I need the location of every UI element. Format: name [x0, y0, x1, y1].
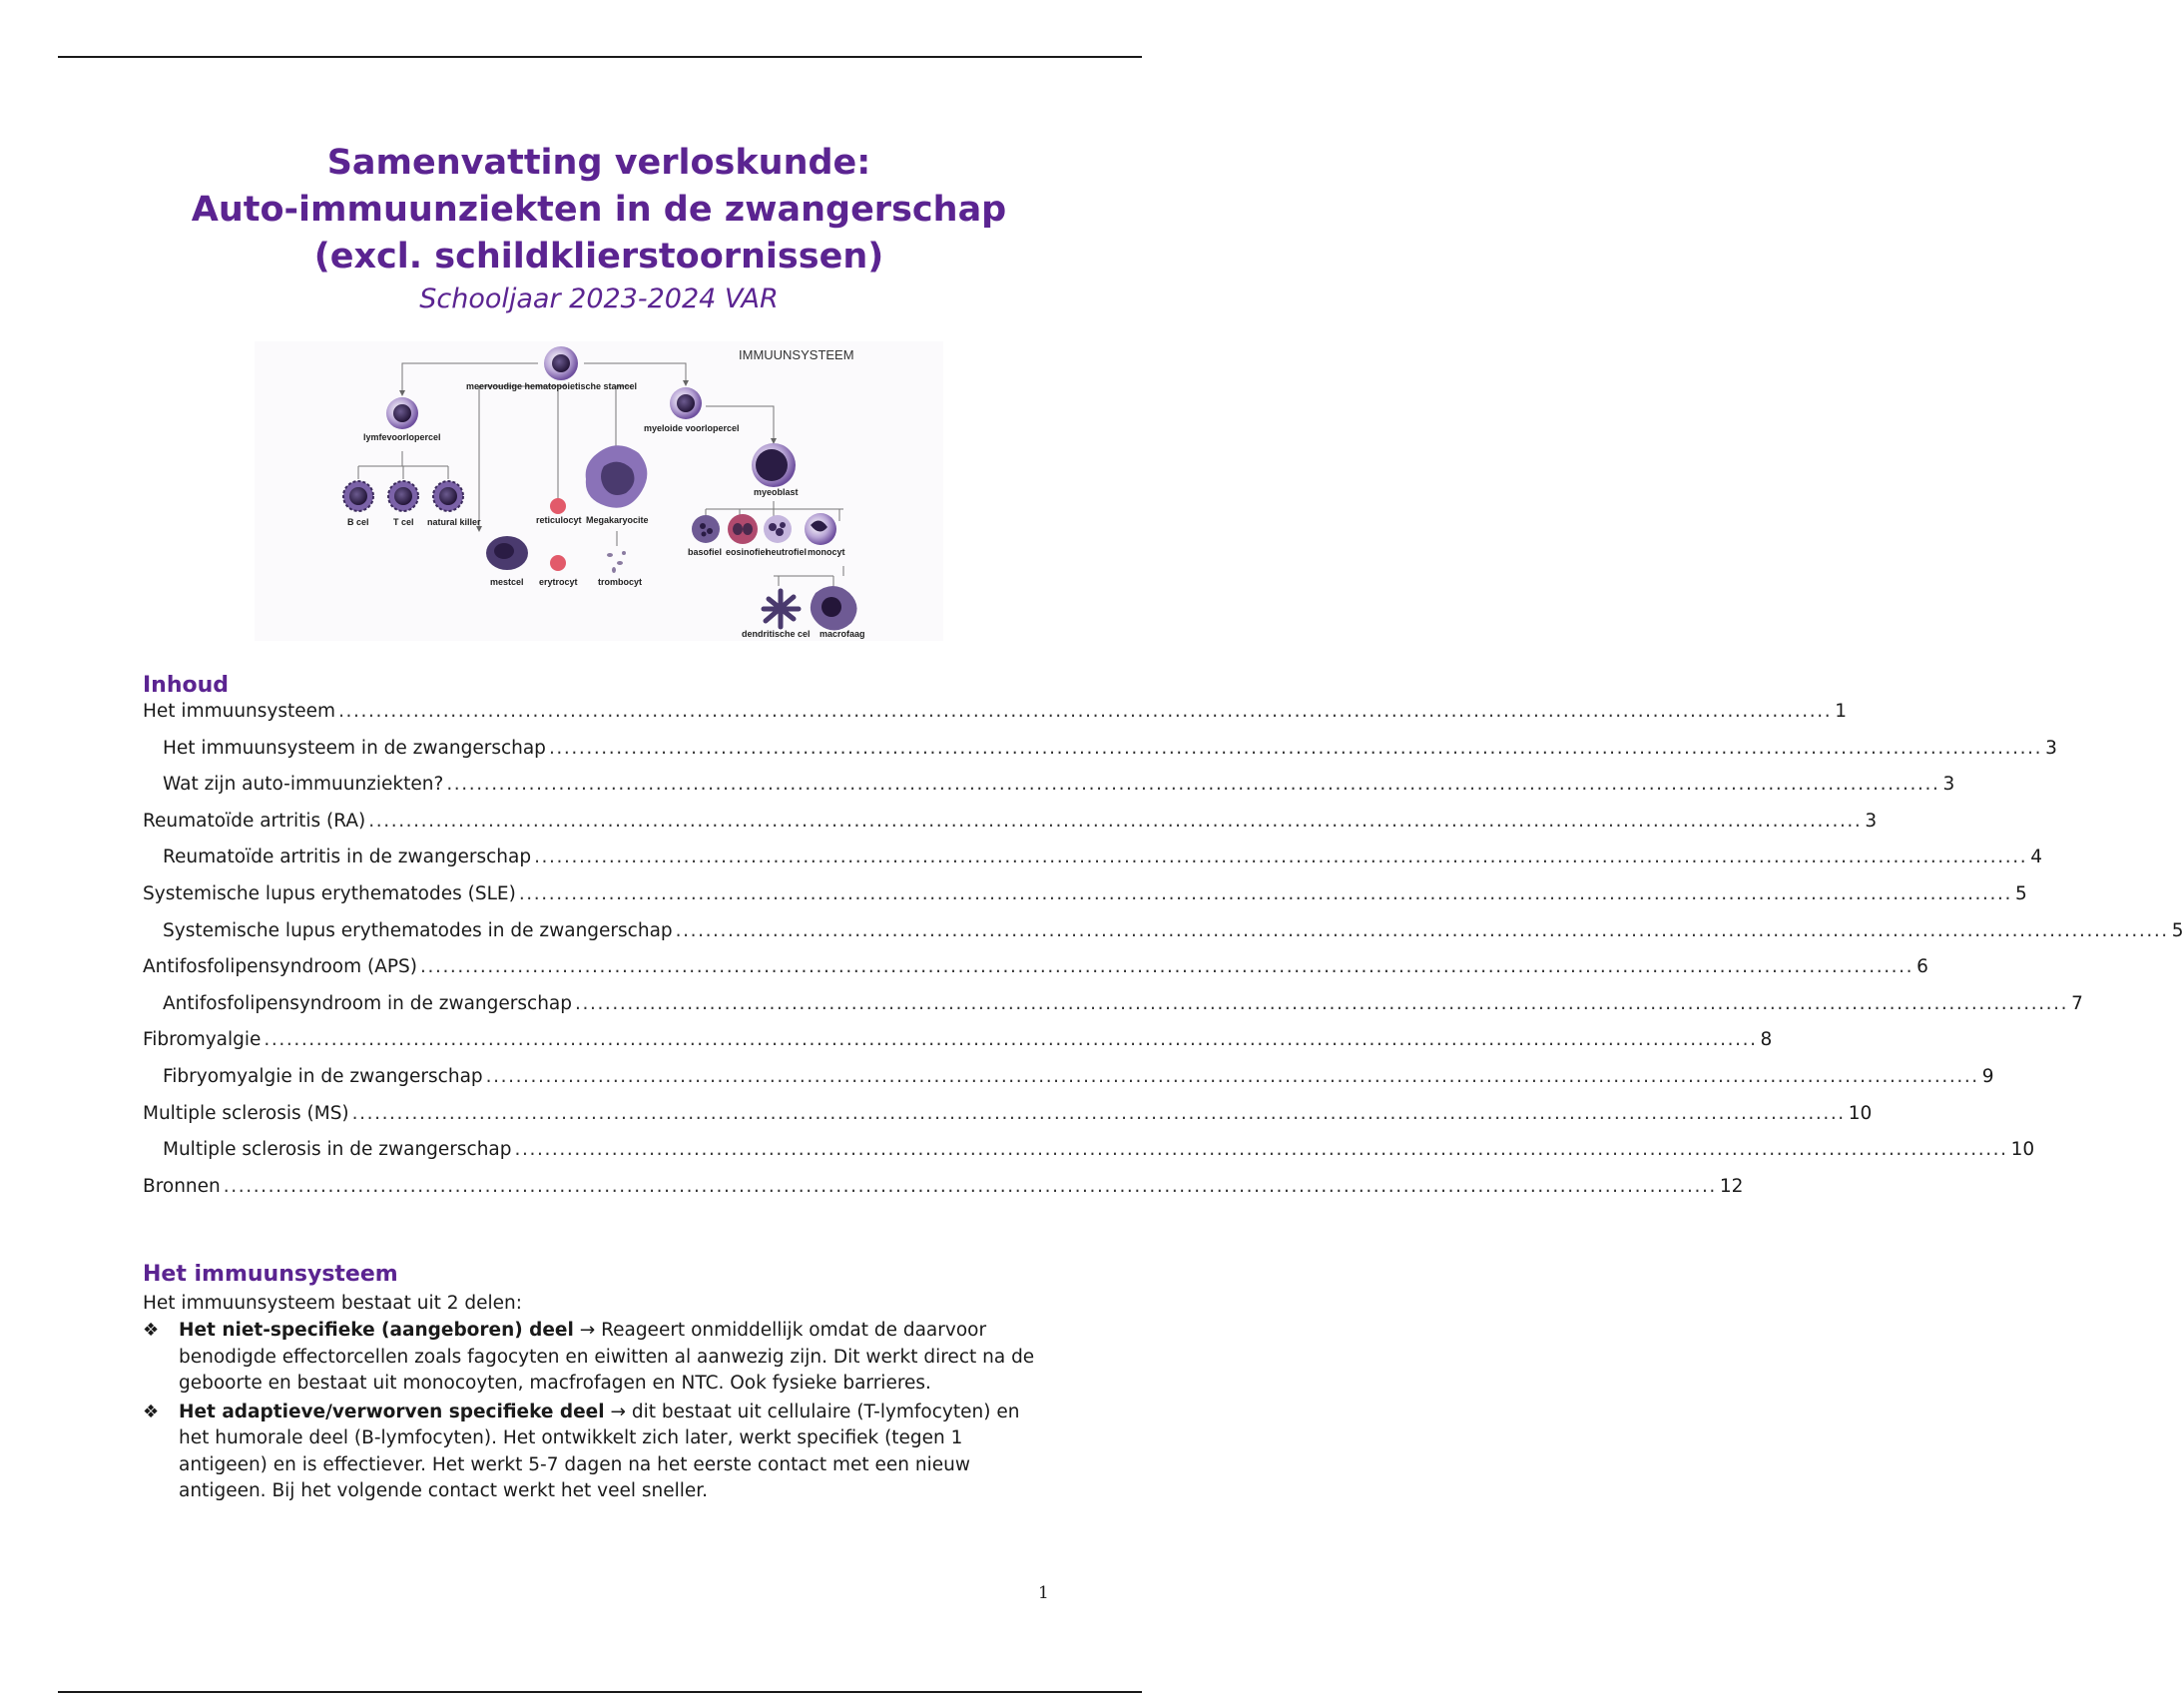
myeloid-progenitor-label: myeloide voorlopercel	[644, 423, 740, 433]
mast-cell-label: mestcel	[490, 577, 524, 587]
bullet-bold-term: Het niet-specifieke (aangeboren) deel	[179, 1320, 574, 1341]
toc-leader-dots: ........................................................................................................................................................................................................	[485, 1065, 1979, 1087]
toc-entry[interactable]	[143, 949, 1928, 986]
toc-leader-dots: ........................................................................................................................................................................................................	[351, 1102, 1846, 1124]
toc-leader-dots: ........................................................................................................................................................................................................	[548, 737, 2043, 759]
toc-leader-dots: ........................................................................................................................................................................................................	[446, 774, 1940, 796]
toc-entry-page: 5	[2014, 882, 2027, 904]
toc-entry-page: 3	[1942, 774, 1955, 796]
mast-cell	[486, 536, 528, 570]
toc-entry-page: 8	[1760, 1029, 1773, 1051]
b-cell-label: B cel	[347, 517, 369, 527]
toc-leader-dots: ........................................................................................................................................................................................................	[675, 919, 2169, 941]
document-title-line-2: Auto-immuunziekten in de zwangerschap	[191, 190, 1007, 230]
toc-entry-label: Multiple sclerosis (MS)	[143, 1102, 349, 1124]
toc-leader-dots: ........................................................................................................................................................................................................	[264, 1029, 1758, 1051]
toc-entry-label: Reumatoïde artritis in de zwangerschap	[163, 847, 532, 868]
document-title-line-3: (excl. schildklierstoornissen)	[313, 237, 884, 277]
toc-entry[interactable]	[143, 876, 2027, 913]
toc-entry[interactable]	[143, 1169, 1744, 1206]
toc-leader-dots: ........................................................................................................................................................................................................	[223, 1175, 1717, 1197]
toc-entry[interactable]	[143, 986, 2083, 1023]
figure-title: IMMUUNSYSTEEM	[739, 347, 854, 362]
toc-leader-dots: ........................................................................................................................................................................................................	[368, 810, 1863, 832]
thrombocyte-label: trombocyt	[598, 577, 643, 587]
toc-entry-page: 3	[1865, 810, 1878, 832]
toc-leader-dots: ........................................................................................................................................................................................................	[338, 701, 1833, 722]
toc-leader-dots: ........................................................................................................................................................................................................	[534, 847, 2028, 868]
toc-entry-label: Het immuunsysteem in de zwangerschap	[163, 737, 546, 759]
toc-leader-dots: ........................................................................................................................................................................................................	[420, 956, 1914, 978]
bullet-description: → Reageert onmiddellijk omdat de daarvoor benodigde effectorcellen zoals fagocyten en eiwitten al aanwezig zijn. Dit werkt direct na de geboorte en bestaat uit monocoyten, macfrofagen en NTC. Ook fysieke barrieres.	[179, 1320, 1035, 1394]
bottom-rule	[58, 1691, 1142, 1693]
stem-cell-label: meervoudige hematopoietische stamcel	[466, 381, 638, 391]
b-cell	[343, 481, 373, 511]
section-heading: Het immuunsysteem	[143, 1262, 398, 1287]
lymphoid-progenitor-label: lymfevoorlopercel	[363, 432, 441, 442]
basophil	[692, 515, 720, 543]
dendritic-cell	[764, 591, 799, 627]
lymphoid-progenitor-cell	[386, 397, 418, 429]
macrophage-label: macrofaag	[819, 629, 865, 639]
toc-entry[interactable]	[143, 1132, 2035, 1169]
toc-entry-page: 10	[1848, 1102, 1873, 1124]
toc-entry[interactable]	[143, 694, 1847, 731]
toc-entry[interactable]	[143, 913, 2184, 950]
document-subtitle: Schooljaar 2023-2024 VAR	[419, 283, 779, 314]
toc-entry[interactable]	[143, 731, 2057, 768]
stem-cell	[544, 346, 578, 380]
toc-entry-label: Fibryomyalgie in de zwangerschap	[163, 1065, 483, 1087]
erythrocyte-label: erytrocyt	[539, 577, 578, 587]
diamond-bullet-icon: ❖	[143, 1320, 160, 1341]
toc-entry[interactable]	[143, 1022, 1773, 1059]
basophil-label: basofiel	[688, 547, 723, 557]
toc-entry[interactable]	[143, 840, 2042, 876]
monocyte-label: monocyt	[808, 547, 845, 557]
dendritic-cell-label: dendritische cel	[742, 629, 811, 639]
megakaryocyte-label: Megakaryocite	[586, 515, 649, 525]
immune-system-diagram	[255, 341, 943, 641]
t-cell-label: T cel	[393, 517, 414, 527]
toc-entry-page: 4	[2030, 847, 2042, 868]
neutrophil	[764, 515, 792, 543]
bullet-description: → dit bestaat uit cellulaire (T-lymfocyten) en het humorale deel (B-lymfocyten). Het ontwikkelt zich later, werkt specifiek (tegen 1 antigeen) en is effectiever. Het werkt 5-7 dagen na het eerste contact met een nieuw antigeen. Bij het volgende contact werkt het veel sneller.	[179, 1401, 1020, 1501]
toc-entry-page: 6	[1916, 956, 1928, 978]
toc-heading: Inhoud	[143, 673, 230, 698]
toc-entry-label: Antifosfolipensyndroom (APS)	[143, 956, 417, 978]
toc-leader-dots: ........................................................................................................................................................................................................	[514, 1139, 2008, 1161]
toc-leader-dots: ........................................................................................................................................................................................................	[575, 992, 2069, 1014]
toc-leader-dots: ........................................................................................................................................................................................................	[518, 882, 2012, 904]
eosinophil-label: eosinofiel	[726, 547, 769, 557]
reticulocyte	[550, 498, 566, 514]
toc-entry[interactable]	[143, 804, 1878, 841]
section-intro: Het immuunsysteem bestaat uit 2 delen:	[143, 1293, 523, 1314]
top-rule	[58, 56, 1142, 58]
reticulocyte-label: reticulocyt	[536, 515, 582, 525]
toc-entry[interactable]	[143, 767, 1955, 804]
toc-entry[interactable]	[143, 1059, 1994, 1096]
monocyte	[805, 513, 836, 545]
diamond-bullet-icon: ❖	[143, 1401, 160, 1422]
toc-entry-label: Wat zijn auto-immuunziekten?	[163, 774, 444, 796]
toc-entry-page: 3	[2045, 737, 2057, 759]
myeloid-progenitor-cell	[670, 387, 702, 419]
page-number: 1	[1038, 1583, 1049, 1603]
neutrophil-label: neutrofiel	[766, 547, 808, 557]
myeloblast-label: myeoblast	[754, 487, 799, 497]
toc-entry-label: Systemische lupus erythematodes in de zwangerschap	[163, 919, 673, 941]
table-of-contents	[143, 694, 2184, 1205]
toc-entry-page: 5	[2171, 919, 2184, 941]
natural-killer-cell	[433, 481, 463, 511]
bullet-item	[143, 1400, 1041, 1505]
natural-killer-label: natural killer	[427, 517, 481, 527]
toc-entry-page: 12	[1719, 1175, 1744, 1197]
document-title-line-1: Samenvatting verloskunde:	[326, 143, 871, 183]
thrombocytes	[607, 551, 626, 573]
toc-entry-label: Multiple sclerosis in de zwangerschap	[163, 1139, 512, 1161]
toc-entry-page: 9	[1981, 1065, 1994, 1087]
bullet-item	[143, 1318, 1041, 1398]
toc-entry-label: Reumatoïde artritis (RA)	[143, 810, 366, 832]
title-block	[0, 140, 1198, 316]
myeloblast	[752, 443, 796, 487]
bullet-list	[143, 1318, 1041, 1507]
toc-entry-label: Fibromyalgie	[143, 1029, 262, 1051]
toc-entry-label: Systemische lupus erythematodes (SLE)	[143, 882, 516, 904]
toc-entry-page: 7	[2071, 992, 2083, 1014]
t-cell	[388, 481, 418, 511]
eosinophil	[728, 514, 758, 544]
megakaryocyte	[586, 445, 648, 508]
bullet-text	[179, 1318, 1041, 1398]
toc-entry-label: Het immuunsysteem	[143, 701, 336, 722]
toc-entry-page: 1	[1835, 701, 1847, 722]
toc-entry-label: Bronnen	[143, 1175, 221, 1197]
bullet-text	[179, 1400, 1041, 1505]
toc-entry-page: 10	[2010, 1139, 2035, 1161]
macrophage	[811, 586, 857, 631]
toc-entry-label: Antifosfolipensyndroom in de zwangerschap	[163, 992, 572, 1014]
erythrocyte	[550, 555, 566, 571]
bullet-bold-term: Het adaptieve/verworven specifieke deel	[179, 1401, 605, 1422]
toc-entry[interactable]	[143, 1096, 1873, 1133]
